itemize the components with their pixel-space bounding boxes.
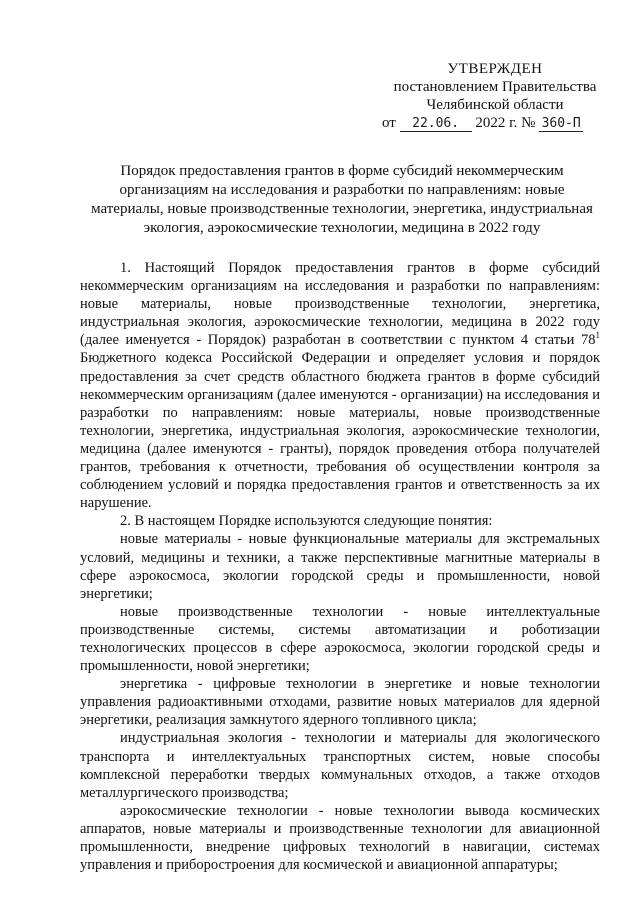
number-field — [539, 116, 583, 132]
title-line: материалы, новые производственные технологии, энергетика, индустриальная — [91, 201, 593, 217]
definition-energy: энергетика - цифровые технологии в энергетике и новые технологии управления радиоактивными отходами, развитие новых материалов для ядерной энергетики, реализация замкнутого ядерного топливного цикла; — [80, 676, 600, 729]
approval-date-line — [380, 114, 610, 132]
paragraph-1 — [80, 259, 600, 512]
title-line: Порядок предоставления грантов в форме субсидий некоммерческим — [120, 163, 564, 179]
paragraph-1-part-b: Бюджетного кодекса Российской Федерации и определяет условия и порядок предоставления за счет средств областного бюджета грантов в форме субсидий некоммерческим организациям (далее именуются - организации) на исследования и разработки по направлениям: новые материалы, новые производственные технологии, энергетика, индустриальная экология, аэрокосмические технологии, медицина (далее именуются - гранты), порядок проведения отбора получателей грантов, требования к отчетности, требования об осуществлении контроля за соблюдением условий и порядка предоставления грантов и ответственность за их нарушение. — [80, 350, 600, 512]
approval-line-region: Челябинской области — [426, 97, 564, 113]
year-and-number-label: 2022 г. № — [475, 115, 536, 131]
approved-heading: УТВЕРЖДЕН — [447, 61, 543, 77]
title-line: экология, аэрокосмические технологии, медицина в 2022 году — [143, 220, 541, 236]
date-field — [400, 116, 472, 132]
definition-aerospace-technologies: аэрокосмические технологии - новые технологии вывода космических аппаратов, новые материалы и производственные технологии для авиационной промышленности, внедрение цифровых технологий в навигации, системах управления и приборостроения для космической и авиационной аппаратуры; — [80, 802, 600, 874]
number-value: 360-П — [541, 116, 581, 131]
definition-new-materials: новые материалы - новые функциональные материалы для экстремальных условий, медицины и техники, а также перспективные магнитные материалы в сфере аэрокосмоса, экологии городской среды и промышленности, новой энергетики; — [80, 531, 600, 602]
paragraph-2: 2. В настоящем Порядке используются следующие понятия: — [120, 513, 493, 530]
document-title — [72, 162, 612, 238]
definition-industrial-ecology: индустриальная экология - технологии и материалы для экологического транспорта и интеллектуальных транспортных систем, новые способы комплексной переработки твердых коммунальных отходов, а также отходов металлургического производства; — [80, 730, 600, 801]
article-superscript: 1 — [595, 330, 600, 341]
document-body — [80, 259, 600, 874]
paragraph-1-part-a: 1. Настоящий Порядок предоставления грантов в форме субсидий некоммерческим организациям на исследования и разработки по направлениям: новые материалы, новые производственные технологии, энергетика, индустриальная экология, аэрокосмические технологии, медицина в 2022 году (далее именуется - Порядок) разработан в соответствии с пунктом 4 статьи 78 — [80, 260, 600, 349]
title-line: организациям на исследования и разработки по направлениям: новые — [119, 182, 565, 198]
date-prefix: от — [382, 115, 396, 131]
date-value: 22.06. — [412, 116, 460, 131]
definition-new-production-technologies: новые производственные технологии - новые интеллектуальные производственные системы, системы автоматизации и роботизации технологических процессов в сфере аэрокосмоса, экологии городской среды и промышленности, новой энергетики; — [80, 603, 600, 675]
approval-stamp-block — [380, 60, 610, 132]
approval-line-government: постановлением Правительства — [393, 79, 597, 95]
